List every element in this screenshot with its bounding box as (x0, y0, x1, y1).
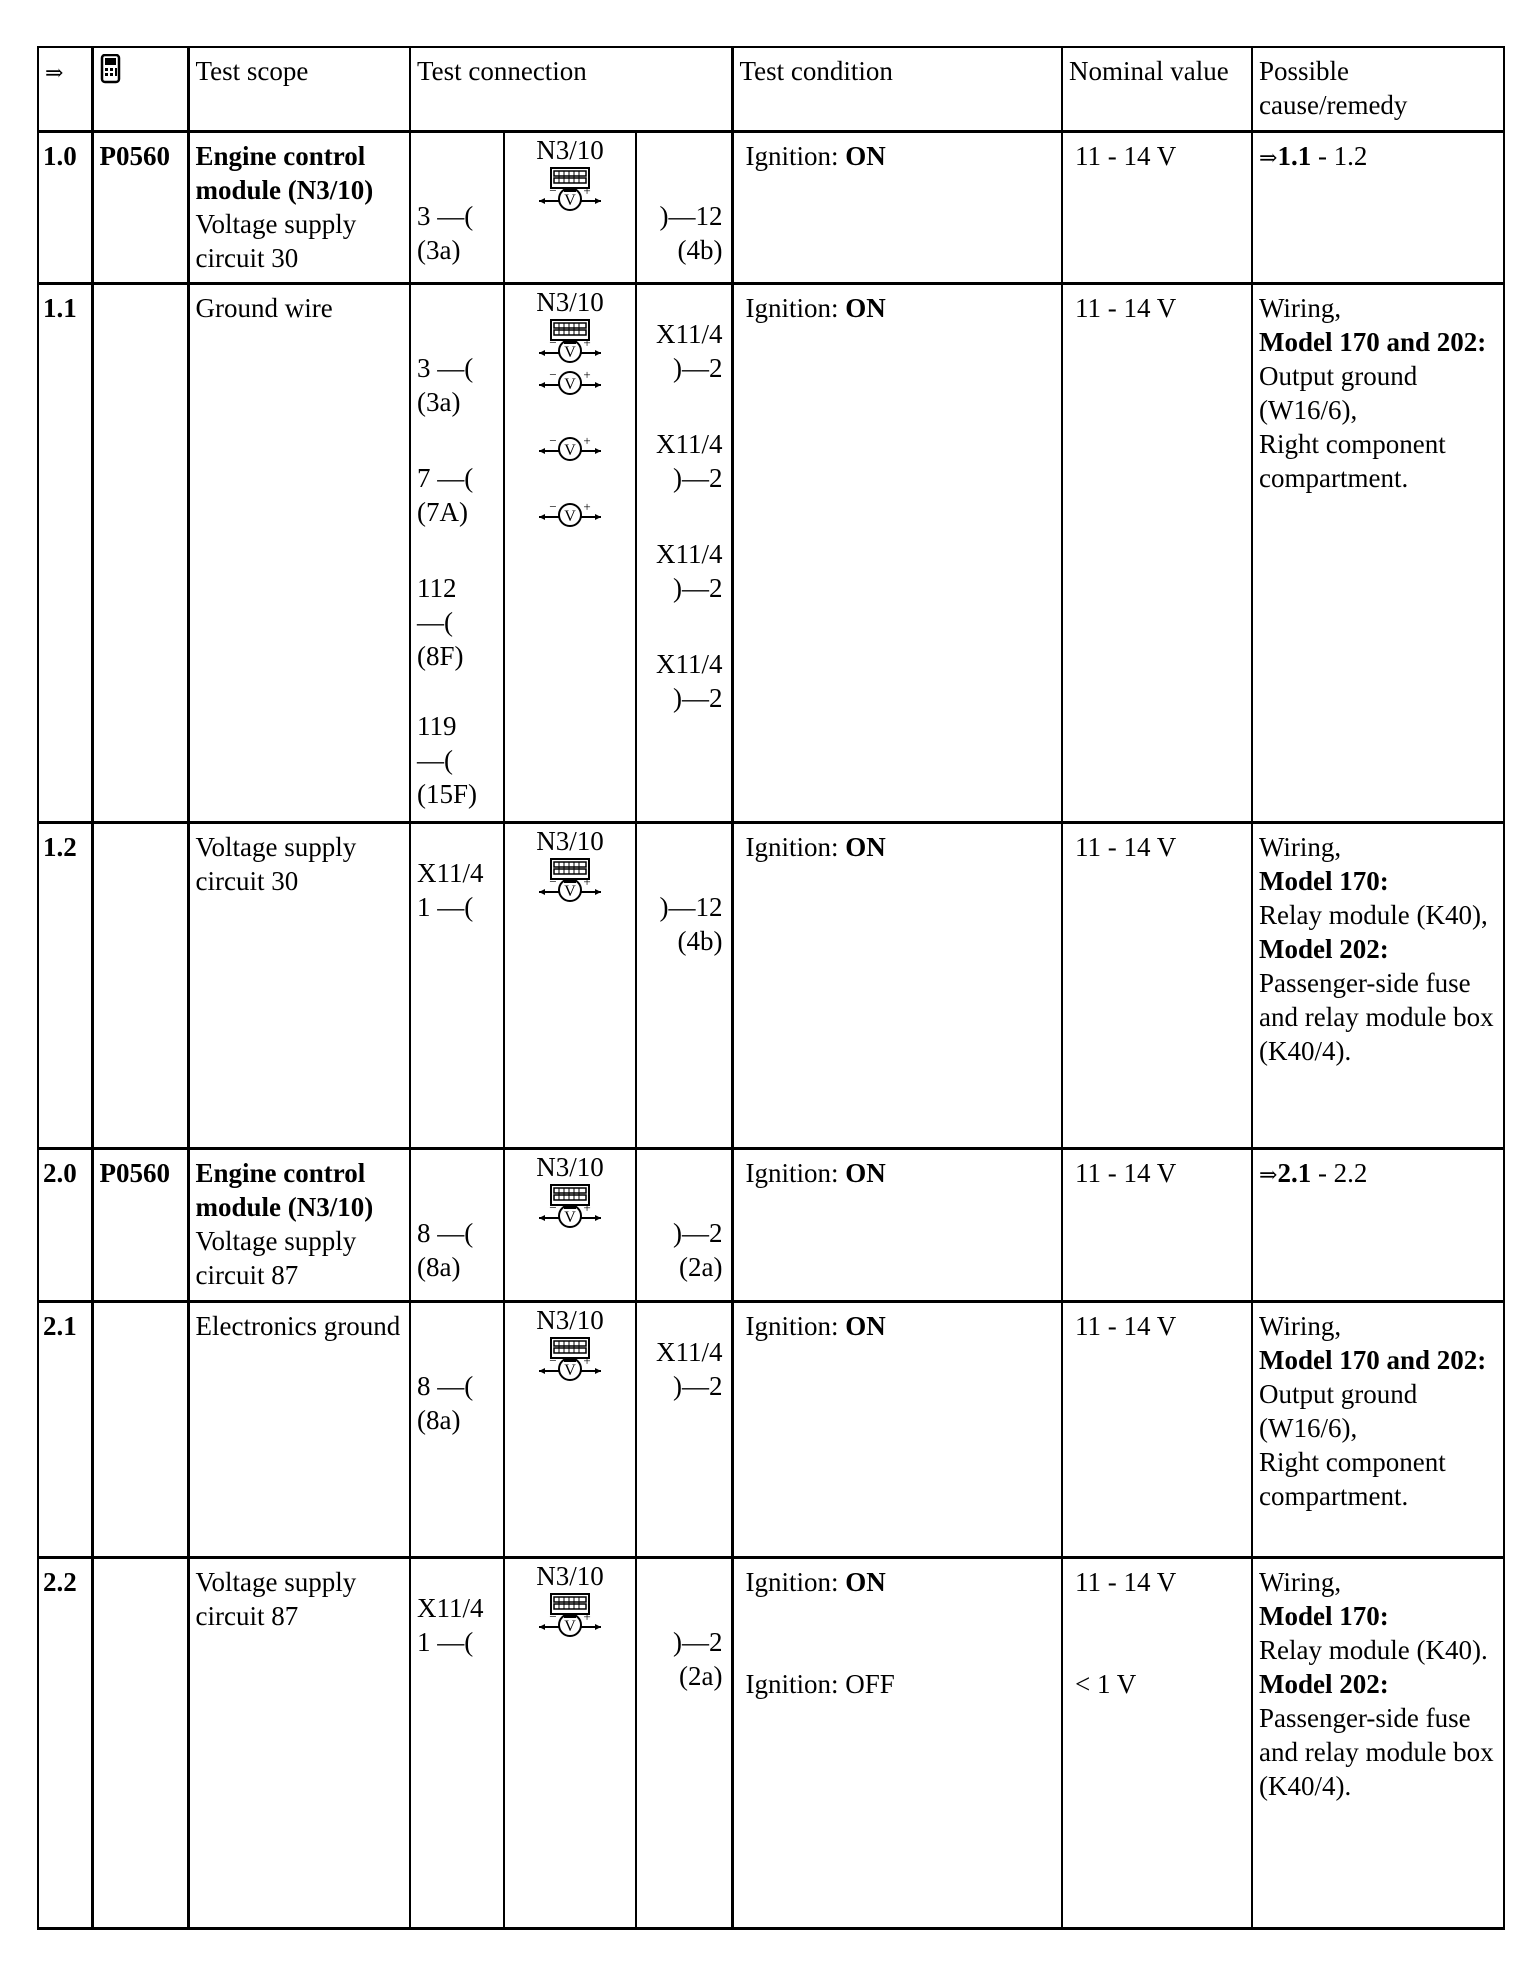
remedy-line: Model 170 and 202: (1259, 1344, 1487, 1375)
voltmeter-icon (537, 367, 603, 397)
module-label: N3/10 (536, 134, 604, 165)
header-row (38, 47, 1504, 131)
fault-code: P0560 (92, 1149, 188, 1301)
module-label: N3/10 (536, 1152, 604, 1182)
remedy-line: Output ground (W16/6), (1259, 361, 1418, 425)
remedy-ref: 1.1 (1277, 140, 1312, 171)
connection-module (504, 132, 636, 284)
nominal-box (1069, 291, 1247, 813)
nominal-box (1069, 830, 1247, 1140)
condition-label: Ignition: (745, 293, 846, 323)
condition-value: ON (845, 293, 886, 323)
remedy-ref-rest: - 1.2 (1311, 140, 1368, 171)
left-pin-box (411, 285, 503, 817)
left-pin-label: (15F) (417, 779, 477, 809)
remedy-ref-rest: - 2.2 (1311, 1158, 1368, 1188)
header-nominal: Nominal value (1062, 47, 1252, 131)
left-pin-box (411, 1303, 503, 1553)
svg-text:−: − (549, 499, 557, 514)
step-number: 2.0 (38, 1149, 92, 1301)
connection-right-pins (636, 284, 732, 822)
possible-cause (1252, 1149, 1504, 1301)
condition-line (746, 139, 886, 173)
voltmeter-icon (537, 1200, 603, 1230)
test-condition (732, 1149, 1062, 1301)
test-step-row (38, 1149, 1504, 1301)
left-pin-label: (8a) (417, 1252, 461, 1282)
test-scope-title: Engine control module (N3/10) (195, 140, 374, 205)
fault-code: P0560 (92, 132, 188, 284)
connection-module (504, 823, 636, 1149)
nominal-value (1062, 284, 1252, 822)
condition-box (740, 1309, 1058, 1549)
right-pin-label: (2a) (679, 1252, 723, 1282)
remedy-line: Wiring, (1259, 293, 1342, 323)
svg-text:+: + (583, 1352, 591, 1368)
nominal-value (1062, 1149, 1252, 1301)
svg-text:−: − (549, 1352, 557, 1368)
connection-module (504, 1302, 636, 1558)
test-scope-text: Ground wire (195, 293, 333, 323)
right-pin-label: )—2 (673, 463, 723, 493)
nominal-value-text: 11 - 14 V (1075, 140, 1177, 171)
test-scope-text: Voltage supply circuit 87 (195, 1567, 357, 1631)
connection-left-pins (410, 1558, 504, 1928)
possible-cause (1252, 132, 1504, 284)
tester-icon (100, 54, 122, 84)
module-label: N3/10 (536, 1561, 604, 1591)
remedy-line: Model 170: (1259, 865, 1389, 896)
nominal-value-text-2: < 1 V (1075, 1669, 1137, 1699)
test-condition (732, 1302, 1062, 1558)
connection-left-pins (410, 823, 504, 1149)
nominal-value (1062, 1302, 1252, 1558)
remedy-line: Wiring, (1259, 831, 1342, 862)
test-table-container (37, 46, 1505, 1930)
nominal-value-text: 11 - 14 V (1075, 831, 1177, 862)
step-number: 1.1 (38, 284, 92, 822)
fault-code (92, 823, 188, 1149)
nominal-box (1069, 1565, 1247, 1919)
left-pin-label: 1 —( (417, 1627, 474, 1657)
test-step-row (38, 132, 1504, 284)
header-arrow: ⇒ (38, 47, 92, 131)
nominal-value-text: 11 - 14 V (1075, 293, 1177, 323)
svg-text:V: V (564, 442, 576, 459)
test-step-table (37, 1301, 1505, 1560)
nominal-box (1069, 1156, 1247, 1292)
left-pin-label: (3a) (417, 387, 461, 417)
svg-text:−: − (549, 335, 557, 350)
test-step-table (37, 1557, 1505, 1930)
condition-value: ON (845, 1310, 886, 1341)
condition-label: Ignition: (745, 1669, 846, 1699)
right-pin-label: X11/4 (656, 649, 723, 679)
test-condition (732, 132, 1062, 284)
condition-label: Ignition: (745, 140, 846, 171)
module-box (505, 1150, 635, 1296)
left-pin-label: —( (417, 745, 453, 775)
connection-right-pins (636, 823, 732, 1149)
right-pin-label: (2a) (679, 1661, 723, 1691)
test-scope-text: Electronics ground (195, 1310, 401, 1341)
right-pin-label: )—12 (659, 891, 723, 922)
module-box (505, 285, 635, 817)
test-condition (732, 1558, 1062, 1928)
test-scope-title: Engine control module (N3/10) (195, 1158, 374, 1222)
svg-text:V: V (564, 508, 576, 525)
left-pin-label: (8a) (417, 1404, 461, 1435)
right-pin-label: )—2 (673, 573, 723, 603)
left-pin-label: 1 —( (417, 891, 474, 922)
left-pin-label: X11/4 (417, 857, 484, 888)
test-step-row (38, 284, 1504, 822)
remedy-line: Wiring, (1259, 1310, 1342, 1341)
left-pin-box (411, 1559, 503, 1923)
connection-module (504, 284, 636, 822)
test-scope (188, 1558, 410, 1928)
module-box (505, 133, 635, 279)
left-pin-label: 8 —( (417, 1370, 474, 1401)
condition-value: ON (845, 831, 886, 862)
svg-text:+: + (583, 433, 591, 448)
possible-cause (1252, 823, 1504, 1149)
right-pin-box (637, 1150, 731, 1296)
remedy-ref: 2.1 (1277, 1158, 1312, 1188)
test-step-table (37, 283, 1505, 824)
remedy-line: Model 170: (1259, 1601, 1389, 1631)
test-step-row (38, 1558, 1504, 1928)
left-pin-label: 112 (417, 573, 457, 603)
svg-text:−: − (549, 873, 557, 889)
svg-text:−: − (549, 433, 557, 448)
left-pin-label: —( (417, 607, 453, 637)
condition-line (746, 1565, 886, 1599)
right-pin-label: X11/4 (656, 319, 723, 349)
test-condition (732, 284, 1062, 822)
nominal-value-text: 11 - 14 V (1075, 1158, 1177, 1188)
condition-label: Ignition: (745, 1158, 846, 1188)
svg-text:V: V (564, 191, 576, 209)
test-step-table (37, 1148, 1505, 1303)
remedy-line: Model 202: (1259, 1669, 1389, 1699)
connection-left-pins (410, 284, 504, 822)
right-pin-label: X11/4 (656, 1336, 723, 1367)
svg-text:V: V (564, 1618, 576, 1635)
left-pin-label: 3 —( (417, 200, 474, 231)
module-label: N3/10 (536, 1304, 604, 1335)
right-pin-label: )—2 (673, 1627, 723, 1657)
remedy-line: Relay module (K40). (1259, 1635, 1488, 1665)
left-pin-label: (3a) (417, 234, 461, 265)
condition-box (740, 830, 1058, 1140)
step-number: 2.2 (38, 1558, 92, 1928)
nominal-value-text: 11 - 14 V (1075, 1567, 1177, 1597)
remedy-line: Relay module (K40), (1259, 899, 1488, 930)
test-scope (188, 132, 410, 284)
right-pin-label: X11/4 (656, 429, 723, 459)
test-step-row (38, 823, 1504, 1149)
right-pin-label: (4b) (677, 925, 723, 956)
condition-value: ON (845, 1567, 886, 1597)
voltmeter-icon (537, 183, 603, 213)
right-pin-label: (4b) (677, 234, 723, 265)
header-condition: Test condition (732, 47, 1062, 131)
condition-line (746, 1309, 886, 1343)
right-pin-box (637, 133, 731, 279)
right-pin-label: )—2 (673, 353, 723, 383)
remedy-line: Model 170 and 202: (1259, 327, 1487, 357)
remedy-line: Passenger-side fuse and relay module box (K40/4). (1259, 967, 1494, 1066)
left-pin-label: 3 —( (417, 353, 474, 383)
svg-text:+: + (583, 367, 591, 382)
voltmeter-icon (537, 499, 603, 529)
condition-box (740, 291, 1058, 813)
svg-text:+: + (583, 182, 591, 198)
right-pin-label: )—2 (673, 1218, 723, 1248)
connection-module (504, 1149, 636, 1301)
condition-box (740, 1565, 1058, 1919)
remedy-line: Right component compartment. (1259, 429, 1446, 493)
svg-text:+: + (583, 499, 591, 514)
condition-line (746, 830, 886, 864)
test-step-table (37, 131, 1505, 286)
connection-left-pins (410, 1149, 504, 1301)
fault-code (92, 1558, 188, 1928)
left-pin-label: X11/4 (417, 1593, 484, 1623)
condition-box (740, 139, 1058, 275)
module-box (505, 1559, 635, 1923)
left-pin-label: 119 (417, 711, 457, 741)
nominal-value (1062, 132, 1252, 284)
condition-line (746, 291, 886, 325)
condition-line (746, 1156, 886, 1190)
condition-label: Ignition: (745, 1310, 846, 1341)
condition-value: ON (845, 1158, 886, 1188)
left-pin-label: 8 —( (417, 1218, 474, 1248)
voltmeter-icon (537, 433, 603, 463)
right-pin-label: )—2 (673, 683, 723, 713)
condition-label: Ignition: (745, 831, 846, 862)
condition-box (740, 1156, 1058, 1292)
connection-module (504, 1558, 636, 1928)
header-tester (92, 47, 188, 131)
condition-value: OFF (845, 1669, 895, 1699)
svg-text:−: − (549, 1609, 557, 1624)
left-pin-label: 7 —( (417, 463, 474, 493)
svg-text:V: V (564, 376, 576, 393)
remedy-line: Right component compartment. (1259, 1446, 1446, 1511)
svg-text:+: + (583, 1200, 591, 1215)
remedy-line: Model 202: (1259, 933, 1389, 964)
right-pin-label: )—12 (659, 200, 723, 231)
header-connection: Test connection (410, 47, 732, 131)
left-pin-box (411, 133, 503, 279)
possible-cause (1252, 284, 1504, 822)
step-number: 2.1 (38, 1302, 92, 1558)
left-pin-label: (8F) (417, 641, 464, 671)
module-box (505, 1303, 635, 1553)
test-scope (188, 823, 410, 1149)
svg-text:−: − (549, 367, 557, 382)
test-condition (732, 823, 1062, 1149)
module-box (505, 824, 635, 1144)
fault-code (92, 284, 188, 822)
right-pin-label: )—2 (673, 1370, 723, 1401)
connection-left-pins (410, 132, 504, 284)
module-label: N3/10 (536, 825, 604, 856)
svg-text:V: V (564, 882, 576, 900)
voltmeter-icon (537, 874, 603, 904)
remedy-arrow: ⇒ (1259, 1162, 1278, 1187)
svg-text:V: V (564, 1209, 576, 1226)
svg-text:+: + (583, 1609, 591, 1624)
svg-text:+: + (583, 335, 591, 350)
step-number: 1.2 (38, 823, 92, 1149)
right-pin-box (637, 1303, 731, 1553)
nominal-value-text: 11 - 14 V (1075, 1310, 1177, 1341)
left-pin-label: (7A) (417, 497, 468, 527)
test-scope (188, 284, 410, 822)
test-step-table (37, 822, 1505, 1151)
connection-right-pins (636, 132, 732, 284)
connection-right-pins (636, 1302, 732, 1558)
left-pin-box (411, 824, 503, 1144)
right-pin-label: X11/4 (656, 539, 723, 569)
test-scope-text: Voltage supply circuit 87 (195, 1226, 357, 1290)
right-pin-box (637, 1559, 731, 1923)
svg-text:V: V (564, 344, 576, 361)
condition-label: Ignition: (745, 1567, 846, 1597)
svg-text:+: + (583, 873, 591, 889)
nominal-value (1062, 823, 1252, 1149)
remedy-arrow: ⇒ (1259, 144, 1278, 170)
nominal-box (1069, 139, 1247, 275)
remedy-line: Wiring, (1259, 1567, 1342, 1597)
connection-right-pins (636, 1149, 732, 1301)
svg-text:−: − (549, 182, 557, 198)
test-table (37, 46, 1505, 133)
nominal-value (1062, 1558, 1252, 1928)
remedy-line: Passenger-side fuse and relay module box (K40/4). (1259, 1703, 1494, 1801)
test-scope (188, 1302, 410, 1558)
right-pin-box (637, 285, 731, 817)
test-scope (188, 1149, 410, 1301)
possible-cause (1252, 1558, 1504, 1928)
header-cause: Possible cause/remedy (1252, 47, 1504, 131)
header-scope: Test scope (188, 47, 410, 131)
test-step-row (38, 1302, 1504, 1558)
remedy-line: Output ground (W16/6), (1259, 1378, 1418, 1443)
voltmeter-icon (537, 335, 603, 365)
test-scope-text: Voltage supply circuit 30 (195, 208, 357, 273)
connection-left-pins (410, 1302, 504, 1558)
module-label: N3/10 (536, 287, 604, 317)
condition-value: ON (845, 140, 886, 171)
voltmeter-icon (537, 1609, 603, 1639)
step-number: 1.0 (38, 132, 92, 284)
condition-line-2 (746, 1667, 895, 1701)
nominal-box (1069, 1309, 1247, 1549)
fault-code (92, 1302, 188, 1558)
right-pin-box (637, 824, 731, 1144)
possible-cause (1252, 1302, 1504, 1558)
svg-text:V: V (564, 1361, 576, 1379)
connection-right-pins (636, 1558, 732, 1928)
test-scope-text: Voltage supply circuit 30 (195, 831, 357, 896)
left-pin-box (411, 1150, 503, 1296)
svg-text:−: − (549, 1200, 557, 1215)
voltmeter-icon (537, 1353, 603, 1383)
